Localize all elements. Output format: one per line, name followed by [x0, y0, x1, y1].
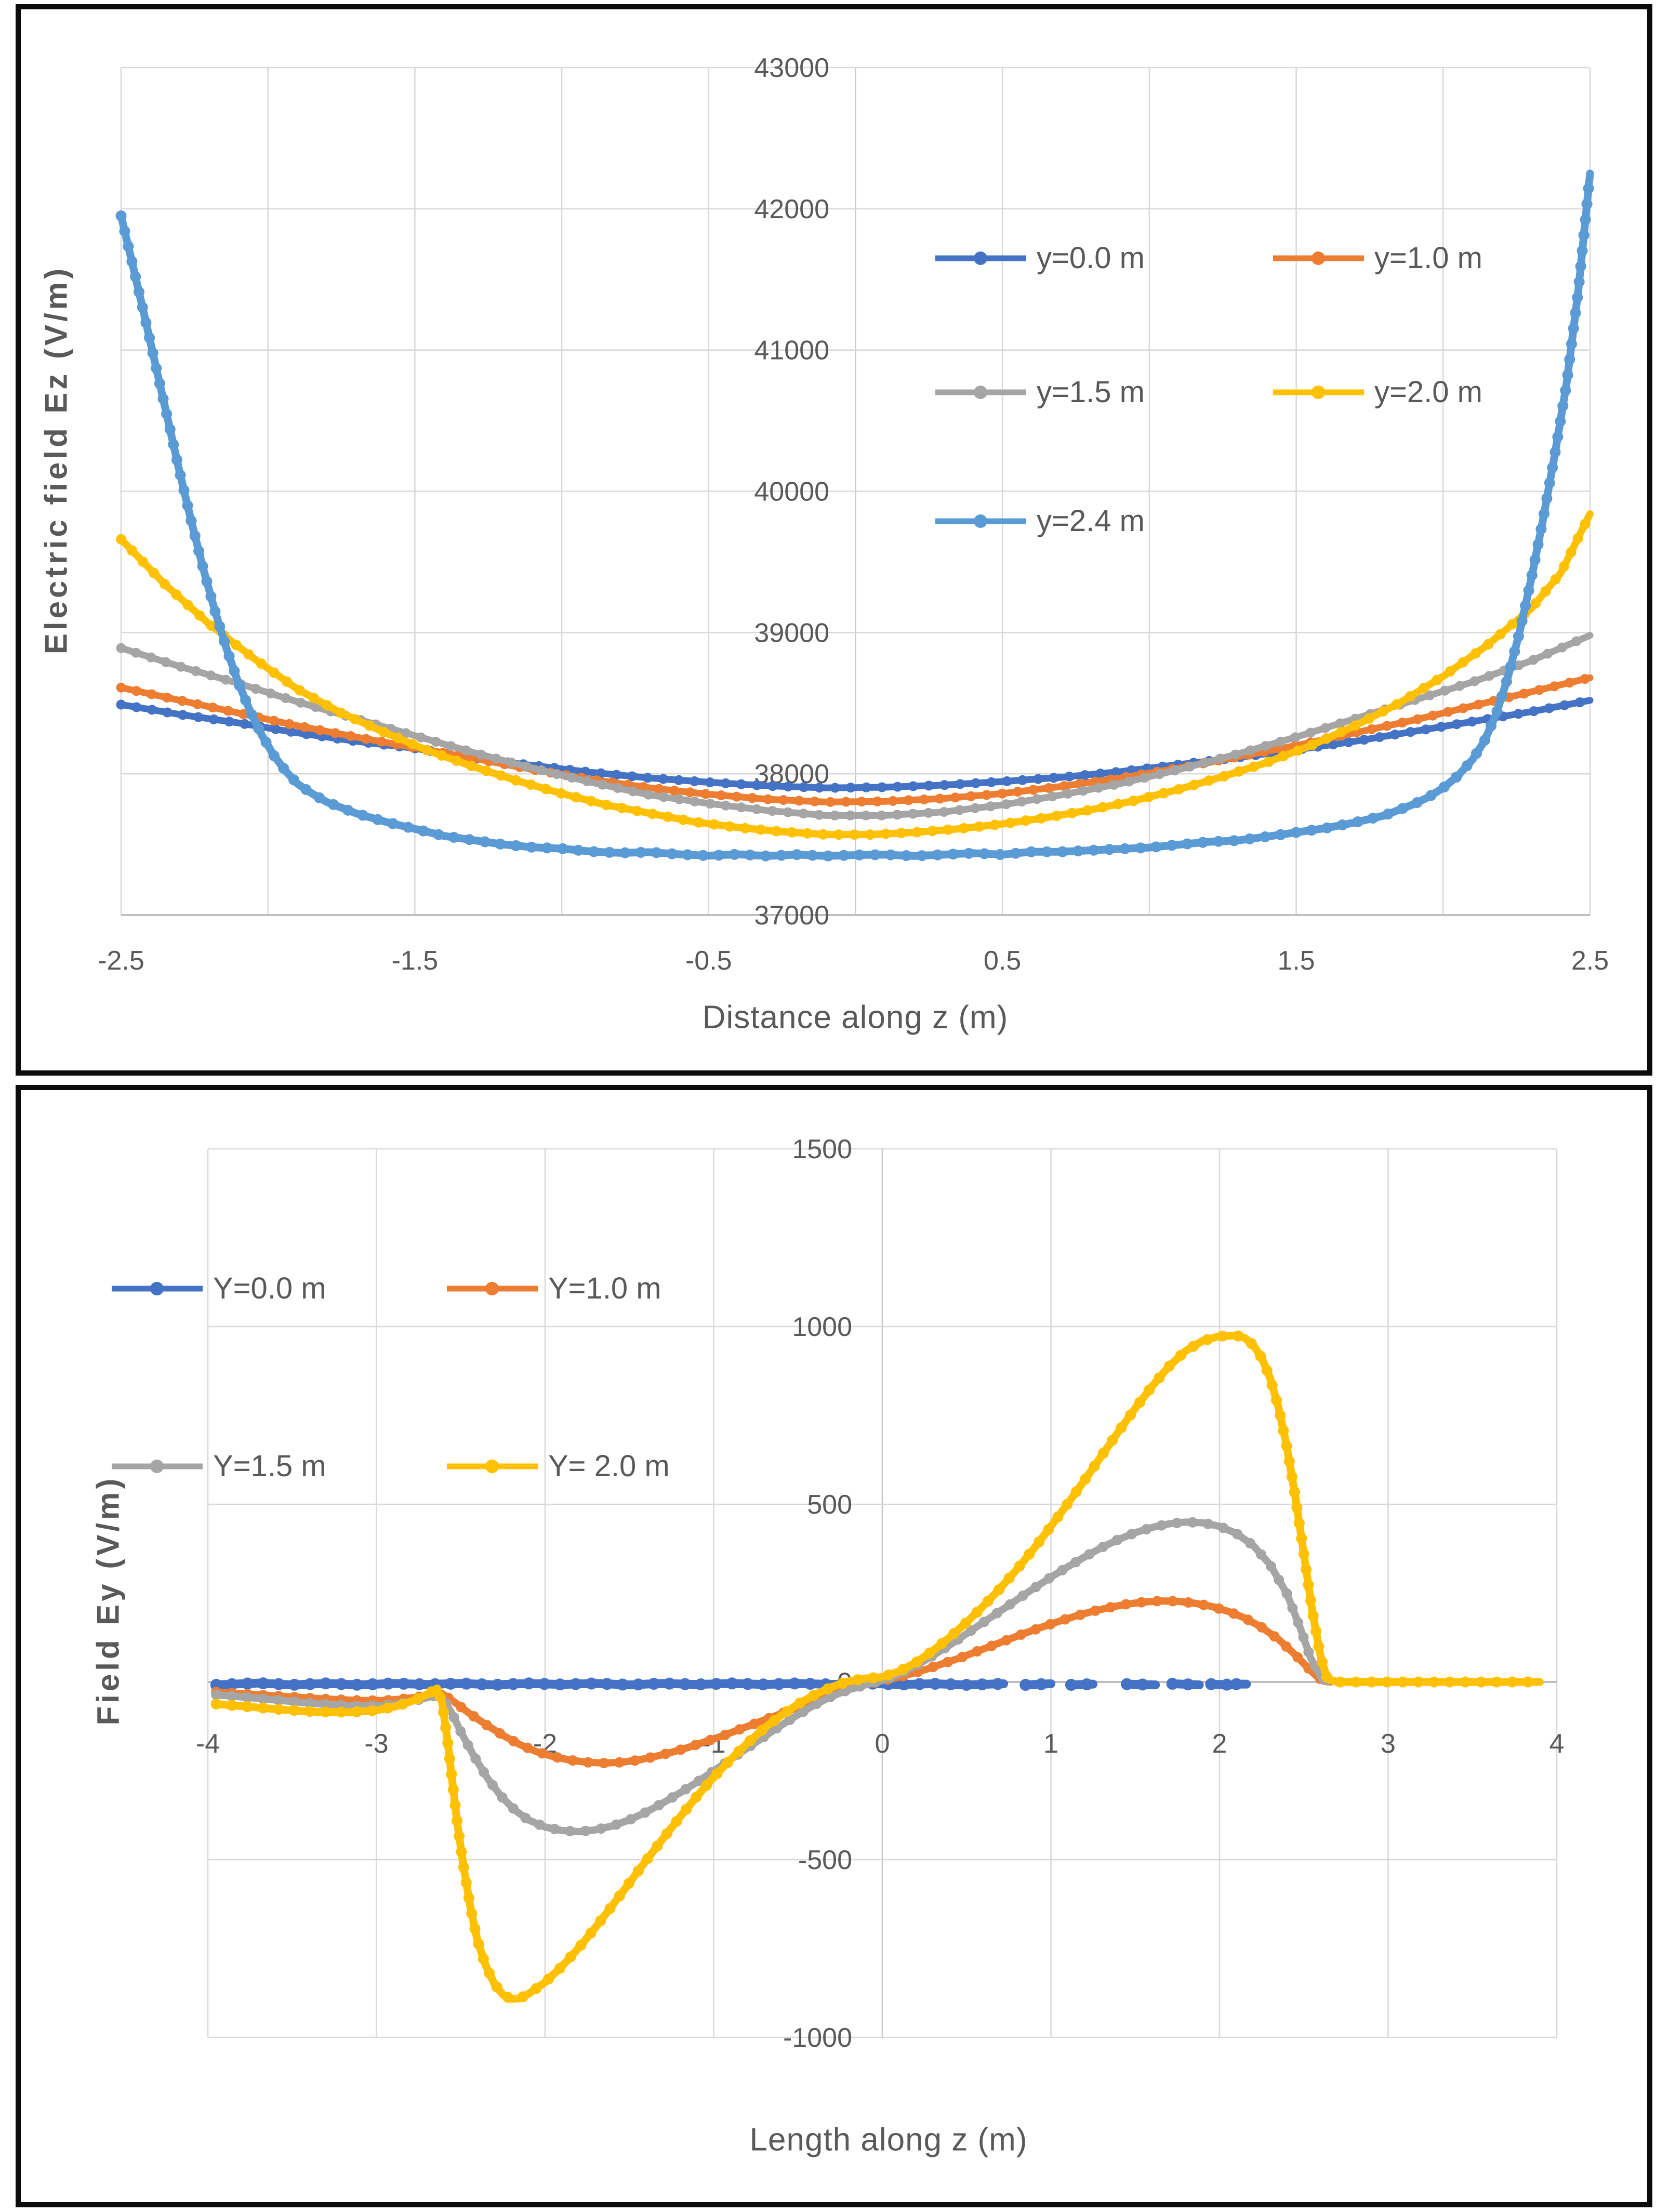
y-tick-label: 39000	[754, 618, 829, 648]
x-tick-label: -1	[701, 1729, 726, 1759]
x-tick-label: 0	[875, 1729, 890, 1759]
legend-marker-dot	[974, 514, 987, 528]
y-tick-label: 40000	[754, 476, 829, 507]
y-tick-label: 37000	[754, 900, 829, 931]
legend-label: Y= 2.0 m	[548, 1449, 670, 1483]
gridlines	[208, 1149, 1557, 2037]
x-tick-label: 2.5	[1571, 946, 1609, 976]
y-tick-label: 500	[807, 1490, 852, 1520]
legend-marker-dot	[485, 1282, 499, 1295]
legend-marker-dot	[485, 1460, 499, 1473]
x-tick-label: -4	[195, 1729, 220, 1759]
legend-label: Y=0.0 m	[213, 1271, 326, 1305]
y-tick-label: 42000	[754, 194, 829, 224]
chart-1	[112, 1134, 1564, 2053]
series-line	[216, 1335, 1540, 1999]
series-y-1.5-m	[216, 1522, 1328, 1832]
series-y-0.0-m	[216, 1683, 1247, 1685]
legend-marker-dot	[974, 251, 987, 265]
legend-label: y=2.4 m	[1037, 504, 1145, 538]
x-tick-label: 1.5	[1277, 946, 1315, 976]
tick-labels	[196, 1134, 1565, 2053]
ey-y-axis-title-text: Field Ey (V/m)	[90, 1475, 126, 1726]
x-tick-label: 1	[1043, 1729, 1058, 1759]
legend-marker-dot	[1312, 251, 1325, 265]
x-tick-label: 4	[1549, 1729, 1565, 1759]
x-tick-label: -2.5	[98, 946, 144, 976]
x-tick-label: -0.5	[685, 946, 732, 976]
ey-x-axis-title-text: Length along z (m)	[749, 2122, 1028, 2158]
ez-x-axis-title-text: Distance along z (m)	[702, 999, 1009, 1036]
x-tick-label: -1.5	[391, 946, 439, 976]
legend	[112, 1271, 670, 1483]
series-markers	[1071, 1684, 1093, 1685]
y-tick-label: 1500	[792, 1134, 852, 1164]
y-tick-label: 0	[837, 1667, 852, 1698]
legend-label: Y=1.0 m	[548, 1271, 661, 1305]
x-tick-label: 3	[1381, 1729, 1396, 1759]
ey-y-axis-title	[90, 1475, 358, 1726]
ez-y-axis-title	[38, 265, 445, 655]
legend-item	[935, 241, 1145, 275]
legend-item	[1273, 241, 1482, 275]
series-markers	[216, 1335, 1540, 1999]
y-tick-label: 1000	[792, 1312, 852, 1342]
legend-label: y=0.0 m	[1037, 241, 1145, 275]
chart-0	[98, 53, 1609, 976]
legend-marker-dot	[1312, 386, 1325, 399]
x-tick-label: -3	[364, 1729, 389, 1759]
x-tick-label: -2	[533, 1729, 558, 1759]
legend-item	[1273, 375, 1482, 409]
legend	[935, 241, 1482, 538]
ey-x-axis-title	[749, 2122, 1167, 2177]
y-tick-label: 38000	[754, 759, 829, 790]
legend-label: y=2.0 m	[1374, 375, 1482, 409]
series-line	[216, 1522, 1328, 1832]
legend-item	[935, 504, 1145, 538]
legend-label: Y=1.5 m	[213, 1449, 326, 1483]
legend-item	[112, 1271, 326, 1305]
series-markers	[1211, 1684, 1233, 1685]
y-tick-label: 41000	[754, 335, 829, 366]
legend-marker-dot	[150, 1282, 164, 1295]
legend-item	[112, 1449, 326, 1483]
y-tick-label: -500	[798, 1845, 852, 1875]
series-markers	[1026, 1684, 1051, 1685]
series-y-2.0-m	[216, 1335, 1540, 1999]
legend-marker-dot	[150, 1460, 164, 1473]
x-tick-label: 2	[1212, 1729, 1227, 1759]
ez-x-axis-title	[702, 999, 1161, 1054]
legend-item	[935, 375, 1145, 409]
y-tick-label: -1000	[783, 2023, 852, 2053]
legend-item	[447, 1271, 661, 1305]
legend-label: y=1.0 m	[1374, 241, 1482, 275]
series-markers	[216, 1522, 1328, 1832]
y-tick-label: 43000	[754, 53, 829, 83]
legend-label: y=1.5 m	[1037, 375, 1145, 409]
x-tick-label: 0.5	[984, 946, 1022, 976]
legend-marker-dot	[974, 386, 987, 399]
ez-y-axis-title-text: Electric field Ez (V/m)	[38, 265, 74, 655]
legend-item	[447, 1449, 670, 1483]
